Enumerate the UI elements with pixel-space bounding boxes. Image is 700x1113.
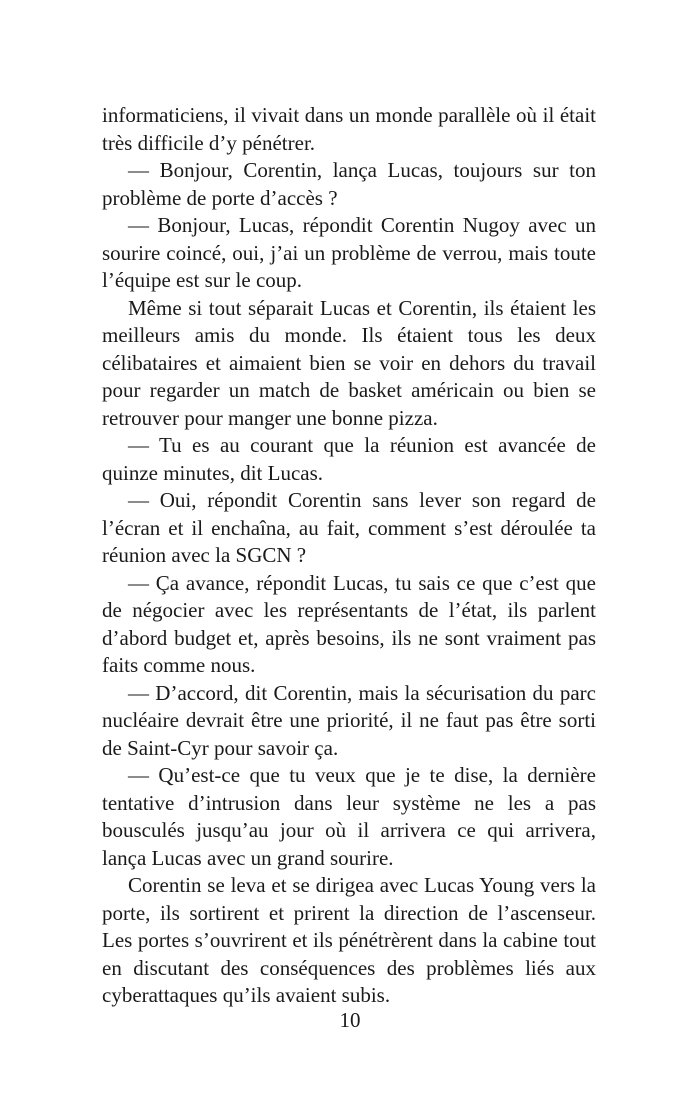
- paragraph-dialogue: — Tu es au courant que la réunion est avancée de quinze minutes, dit Lucas.: [102, 433, 596, 485]
- paragraph-narration: Corentin se leva et se dirigea avec Lucas Young vers la porte, ils sortirent et prirent la direction de l’ascenseur. Les portes s’ouvrirent et ils pénétrèrent dans la cabine tout en discutant des conséquences des problèmes liés aux cyberattaques qu’ils avaient subis.: [102, 873, 596, 1007]
- paragraph-dialogue: — Ça avance, répondit Lucas, tu sais ce que c’est que de négocier avec les représentants de l’état, ils parlent d’abord budget et, après besoins, ils ne sont vraiment pas faits comme nous.: [102, 570, 596, 677]
- page-number: 10: [339, 1008, 361, 1032]
- paragraph-dialogue: — Oui, répondit Corentin sans lever son regard de l’écran et il enchaîna, au fait, comment s’est déroulée ta réunion avec la SGCN ?: [102, 488, 596, 567]
- body-text: [102, 102, 596, 1010]
- paragraph-dialogue: — D’accord, dit Corentin, mais la sécurisation du parc nucléaire devrait être une priorité, il ne faut pas être sorti de Saint-Cyr pour savoir ça.: [102, 680, 596, 760]
- paragraph-continuation: informaticiens, il vivait dans un monde parallèle où il était très difficile d’y pénétrer.: [102, 103, 596, 155]
- paragraph-dialogue: — Qu’est-ce que tu veux que je te dise, la dernière tentative d’intrusion dans leur système ne les a pas bousculés jusqu’au jour où il arrivera ce qui arrivera, lança Lucas avec un grand sourire.: [102, 763, 596, 870]
- paragraph-narration: Même si tout séparait Lucas et Corentin, ils étaient les meilleurs amis du monde. Ils étaient tous les deux célibataires et aimaient bien se voir en dehors du travail pour regarder un match de basket américain ou bien se retrouver pour manger une bonne pizza.: [102, 295, 596, 430]
- paragraph-dialogue: — Bonjour, Lucas, répondit Corentin Nugoy avec un sourire coincé, oui, j’ai un problème de verrou, mais toute l’équipe est sur le coup.: [102, 213, 596, 292]
- paragraph-dialogue: — Bonjour, Corentin, lança Lucas, toujours sur ton problème de porte d’accès ?: [102, 158, 596, 210]
